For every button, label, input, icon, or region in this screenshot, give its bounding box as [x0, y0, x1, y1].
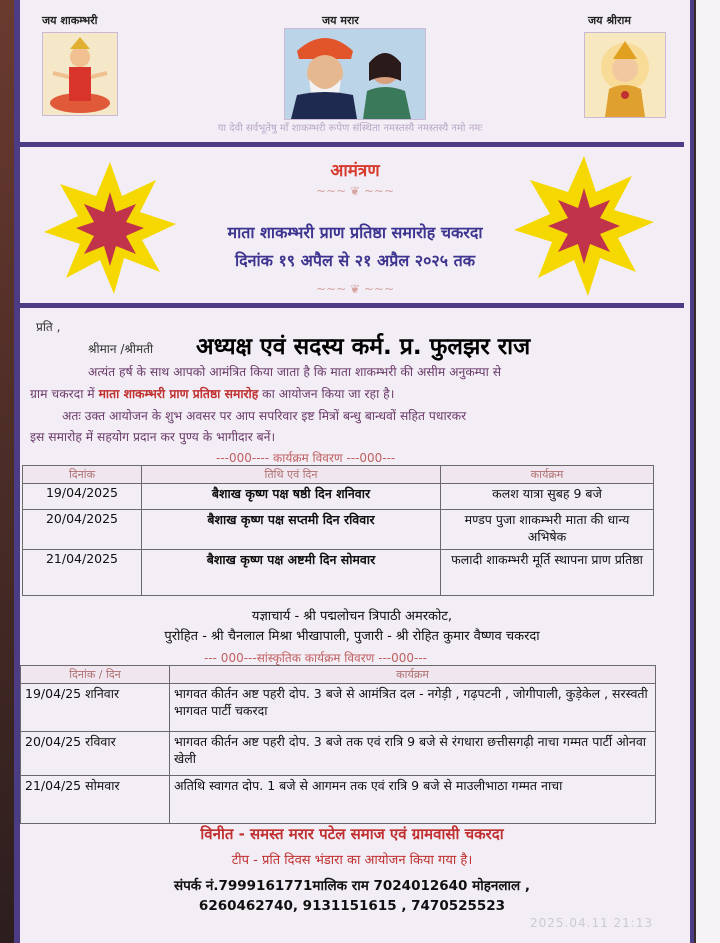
ornament-top: ~~~ ❦ ~~~ [315, 184, 394, 198]
program-tithi: बैशाख कृष्ण पक्ष षष्ठी दिन शनिवार [142, 484, 441, 510]
starburst-left [44, 162, 176, 294]
tip-line: टीप - प्रति दिवस भंडारा का आयोजन किया गया है। [231, 853, 473, 868]
program-heading: ---000---- कार्यक्रम विवरण ---000--- [216, 451, 396, 465]
shakambhari-image [42, 32, 118, 116]
cultural-date: 19/04/25 शनिवार [21, 684, 170, 732]
program-date: 20/04/2025 [23, 510, 142, 550]
ancestors-image [284, 28, 426, 120]
program-table [22, 465, 654, 596]
table-row [23, 510, 654, 550]
addressee: अध्यक्ष एवं सदस्य कर्म. प्र. फुलझर राज [196, 334, 531, 360]
cultural-col-event: कार्यक्रम [170, 666, 656, 684]
invitation-title: आमंत्रण [330, 161, 380, 181]
program-col-tithi: तिथि एवं दिन [142, 466, 441, 484]
program-tithi: बैशाख कृष्ण पक्ष सप्तमी दिन रविवार [142, 510, 441, 550]
cultural-heading: --- 000---सांस्कृतिक कार्यक्रम विवरण ---000--- [204, 651, 428, 665]
contact-line-1: संपर्क नं.7999161771मालिक राम 7024012640 मोहनलाल , [174, 878, 530, 894]
shriram-image [584, 32, 666, 118]
letter-line-3: अतः उक्त आयोजन के शुभ अवसर पर आप सपरिवार इष्ट मित्रों बन्धु बान्धवों सहित पधारकर [62, 409, 467, 423]
program-tithi: बैशाख कृष्ण पक्ष अष्टमी दिन सोमवार [142, 550, 441, 596]
right-deity-label: जय श्रीराम [588, 14, 631, 27]
cultural-date: 21/04/25 सोमवार [21, 776, 170, 824]
photo-timestamp: 2025.04.11 21:13 [530, 916, 654, 930]
event-name: माता शाकम्भरी प्राण प्रतिष्ठा समारोह चकरदा [227, 223, 483, 242]
ornament-bottom: ~~~ ❦ ~~~ [315, 282, 394, 296]
cultural-event: भागवत कीर्तन अष्ट पहरी दोप. 3 बजे से आमंत्रित दल - नगेड़ी , गढ़पटनी , जोगीपाली, कुड़ेकेल , सरस्वती भागवत पार्टी चकरदा [170, 684, 656, 732]
letter-to: प्रति , [36, 320, 61, 334]
program-col-event: कार्यक्रम [441, 466, 654, 484]
table-row [21, 732, 656, 776]
vineet-line: विनीत - समस्त मरार पटेल समाज एवं ग्रामवासी चकरदा [200, 825, 504, 843]
program-event: कलश यात्रा सुबह 9 बजे [441, 484, 654, 510]
yajnacharya: यज्ञाचार्य - श्री पद्मलोचन त्रिपाठी अमरकोट, [251, 609, 453, 624]
event-dates: दिनांक १९ अपैल से २१ अप्रैल २०२५ तक [234, 251, 476, 270]
table-row [23, 550, 654, 596]
background-right [696, 0, 720, 943]
letter-salutation: श्रीमान /श्रीमती [88, 342, 154, 356]
table-row [21, 684, 656, 732]
starburst-right [514, 156, 654, 296]
program-event: मण्डप पुजा शाकम्भरी माता की धान्य अभिषेक [441, 510, 654, 550]
letter-line-4: इस समारोह में सहयोग प्रदान कर पुण्य के भागीदार बनें। [30, 430, 276, 444]
table-row [21, 776, 656, 824]
letter-line-2: ग्राम चकरदा में माता शाकम्भरी प्राण प्रतिष्ठा समारोह का आयोजन किया जा रहा है। [30, 387, 395, 401]
program-col-date: दिनांक [23, 466, 142, 484]
shloka-text: या देवी सर्वभूतेषु माँ शाकम्भरी रूपेण संस्थिता नमस्तस्यै नमस्तस्यै नमो नमः [217, 123, 483, 134]
program-header-row [23, 466, 654, 484]
background-left [0, 0, 14, 943]
program-date: 19/04/2025 [23, 484, 142, 510]
purohit-pujari: पुरोहित - श्री चैनलाल मिश्रा भीखापाली, पुजारी - श्री रोहित कुमार वैष्णव चकरदा [164, 629, 540, 644]
cultural-event: भागवत कीर्तन अष्ट पहरी दोप. 3 बजे तक एवं रात्रि 9 बजे से रंगधारा छत्तीसगढ़ी नाचा गम्मत पार्टी ओनवा खेली [170, 732, 656, 776]
program-date: 21/04/2025 [23, 550, 142, 596]
cultural-date: 20/04/25 रविवार [21, 732, 170, 776]
center-label: जय मरार [322, 14, 359, 27]
program-event: फलादी शाकम्भरी मूर्ति स्थापना प्राण प्रतिष्ठा [441, 550, 654, 596]
cultural-event: अतिथि स्वागत दोप. 1 बजे से आगमन तक एवं रात्रि 9 बजे से माउलीभाठा गम्मत नाचा [170, 776, 656, 824]
cultural-header-row [21, 666, 656, 684]
letter-line-1: अत्यंत हर्ष के साथ आपको आमंत्रित किया जाता है कि माता शाकम्भरी की असीम अनुकम्पा से [88, 365, 502, 379]
cultural-col-date: दिनांक / दिन [21, 666, 170, 684]
cultural-table [20, 665, 656, 824]
left-deity-label: जय शाकम्भरी [42, 14, 98, 27]
header-divider [20, 142, 684, 147]
mid-divider [20, 303, 684, 308]
contact-line-2: 6260462740, 9131151615 , 7470525523 [198, 898, 506, 914]
table-row [23, 484, 654, 510]
